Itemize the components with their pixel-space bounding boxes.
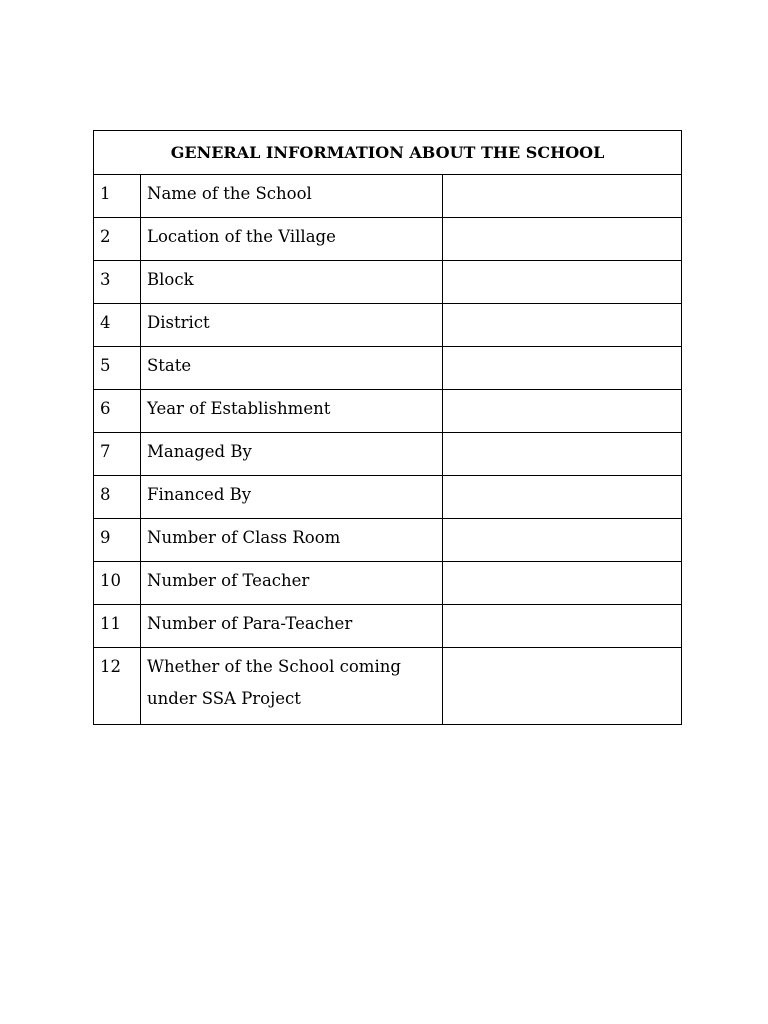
row-number: 5 xyxy=(94,347,141,390)
row-value-cell xyxy=(443,519,682,562)
row-value-cell xyxy=(443,347,682,390)
table-row xyxy=(94,390,682,433)
table-row xyxy=(94,605,682,648)
school-info-table xyxy=(93,130,682,725)
table-row xyxy=(94,218,682,261)
row-value-cell xyxy=(443,304,682,347)
table-row xyxy=(94,175,682,218)
row-label: Number of Para-Teacher xyxy=(141,605,443,648)
row-value-cell xyxy=(443,605,682,648)
row-number: 1 xyxy=(94,175,141,218)
row-label: Block xyxy=(141,261,443,304)
row-value-cell xyxy=(443,175,682,218)
table-row xyxy=(94,562,682,605)
table-row xyxy=(94,519,682,562)
table-title-row xyxy=(94,131,682,175)
row-number: 4 xyxy=(94,304,141,347)
row-value-cell xyxy=(443,648,682,725)
row-label: Number of Teacher xyxy=(141,562,443,605)
row-number: 11 xyxy=(94,605,141,648)
row-value-cell xyxy=(443,261,682,304)
row-label: Year of Establishment xyxy=(141,390,443,433)
table-title: GENERAL INFORMATION ABOUT THE SCHOOL xyxy=(94,131,682,175)
table-row xyxy=(94,304,682,347)
row-number: 8 xyxy=(94,476,141,519)
row-value-cell xyxy=(443,218,682,261)
row-label: Financed By xyxy=(141,476,443,519)
table-row xyxy=(94,648,682,725)
row-label: Whether of the School coming under SSA Project xyxy=(141,648,443,725)
row-value-cell xyxy=(443,476,682,519)
row-label: Name of the School xyxy=(141,175,443,218)
row-number: 7 xyxy=(94,433,141,476)
row-label: Managed By xyxy=(141,433,443,476)
row-label: Number of Class Room xyxy=(141,519,443,562)
row-number: 10 xyxy=(94,562,141,605)
row-value-cell xyxy=(443,390,682,433)
row-label: State xyxy=(141,347,443,390)
row-value-cell xyxy=(443,562,682,605)
row-number: 2 xyxy=(94,218,141,261)
row-number: 12 xyxy=(94,648,141,725)
row-number: 3 xyxy=(94,261,141,304)
row-number: 9 xyxy=(94,519,141,562)
row-label: District xyxy=(141,304,443,347)
table-row xyxy=(94,476,682,519)
row-value-cell xyxy=(443,433,682,476)
row-label: Location of the Village xyxy=(141,218,443,261)
table-row xyxy=(94,347,682,390)
table-row xyxy=(94,433,682,476)
table-body xyxy=(94,175,682,725)
table-row xyxy=(94,261,682,304)
row-number: 6 xyxy=(94,390,141,433)
